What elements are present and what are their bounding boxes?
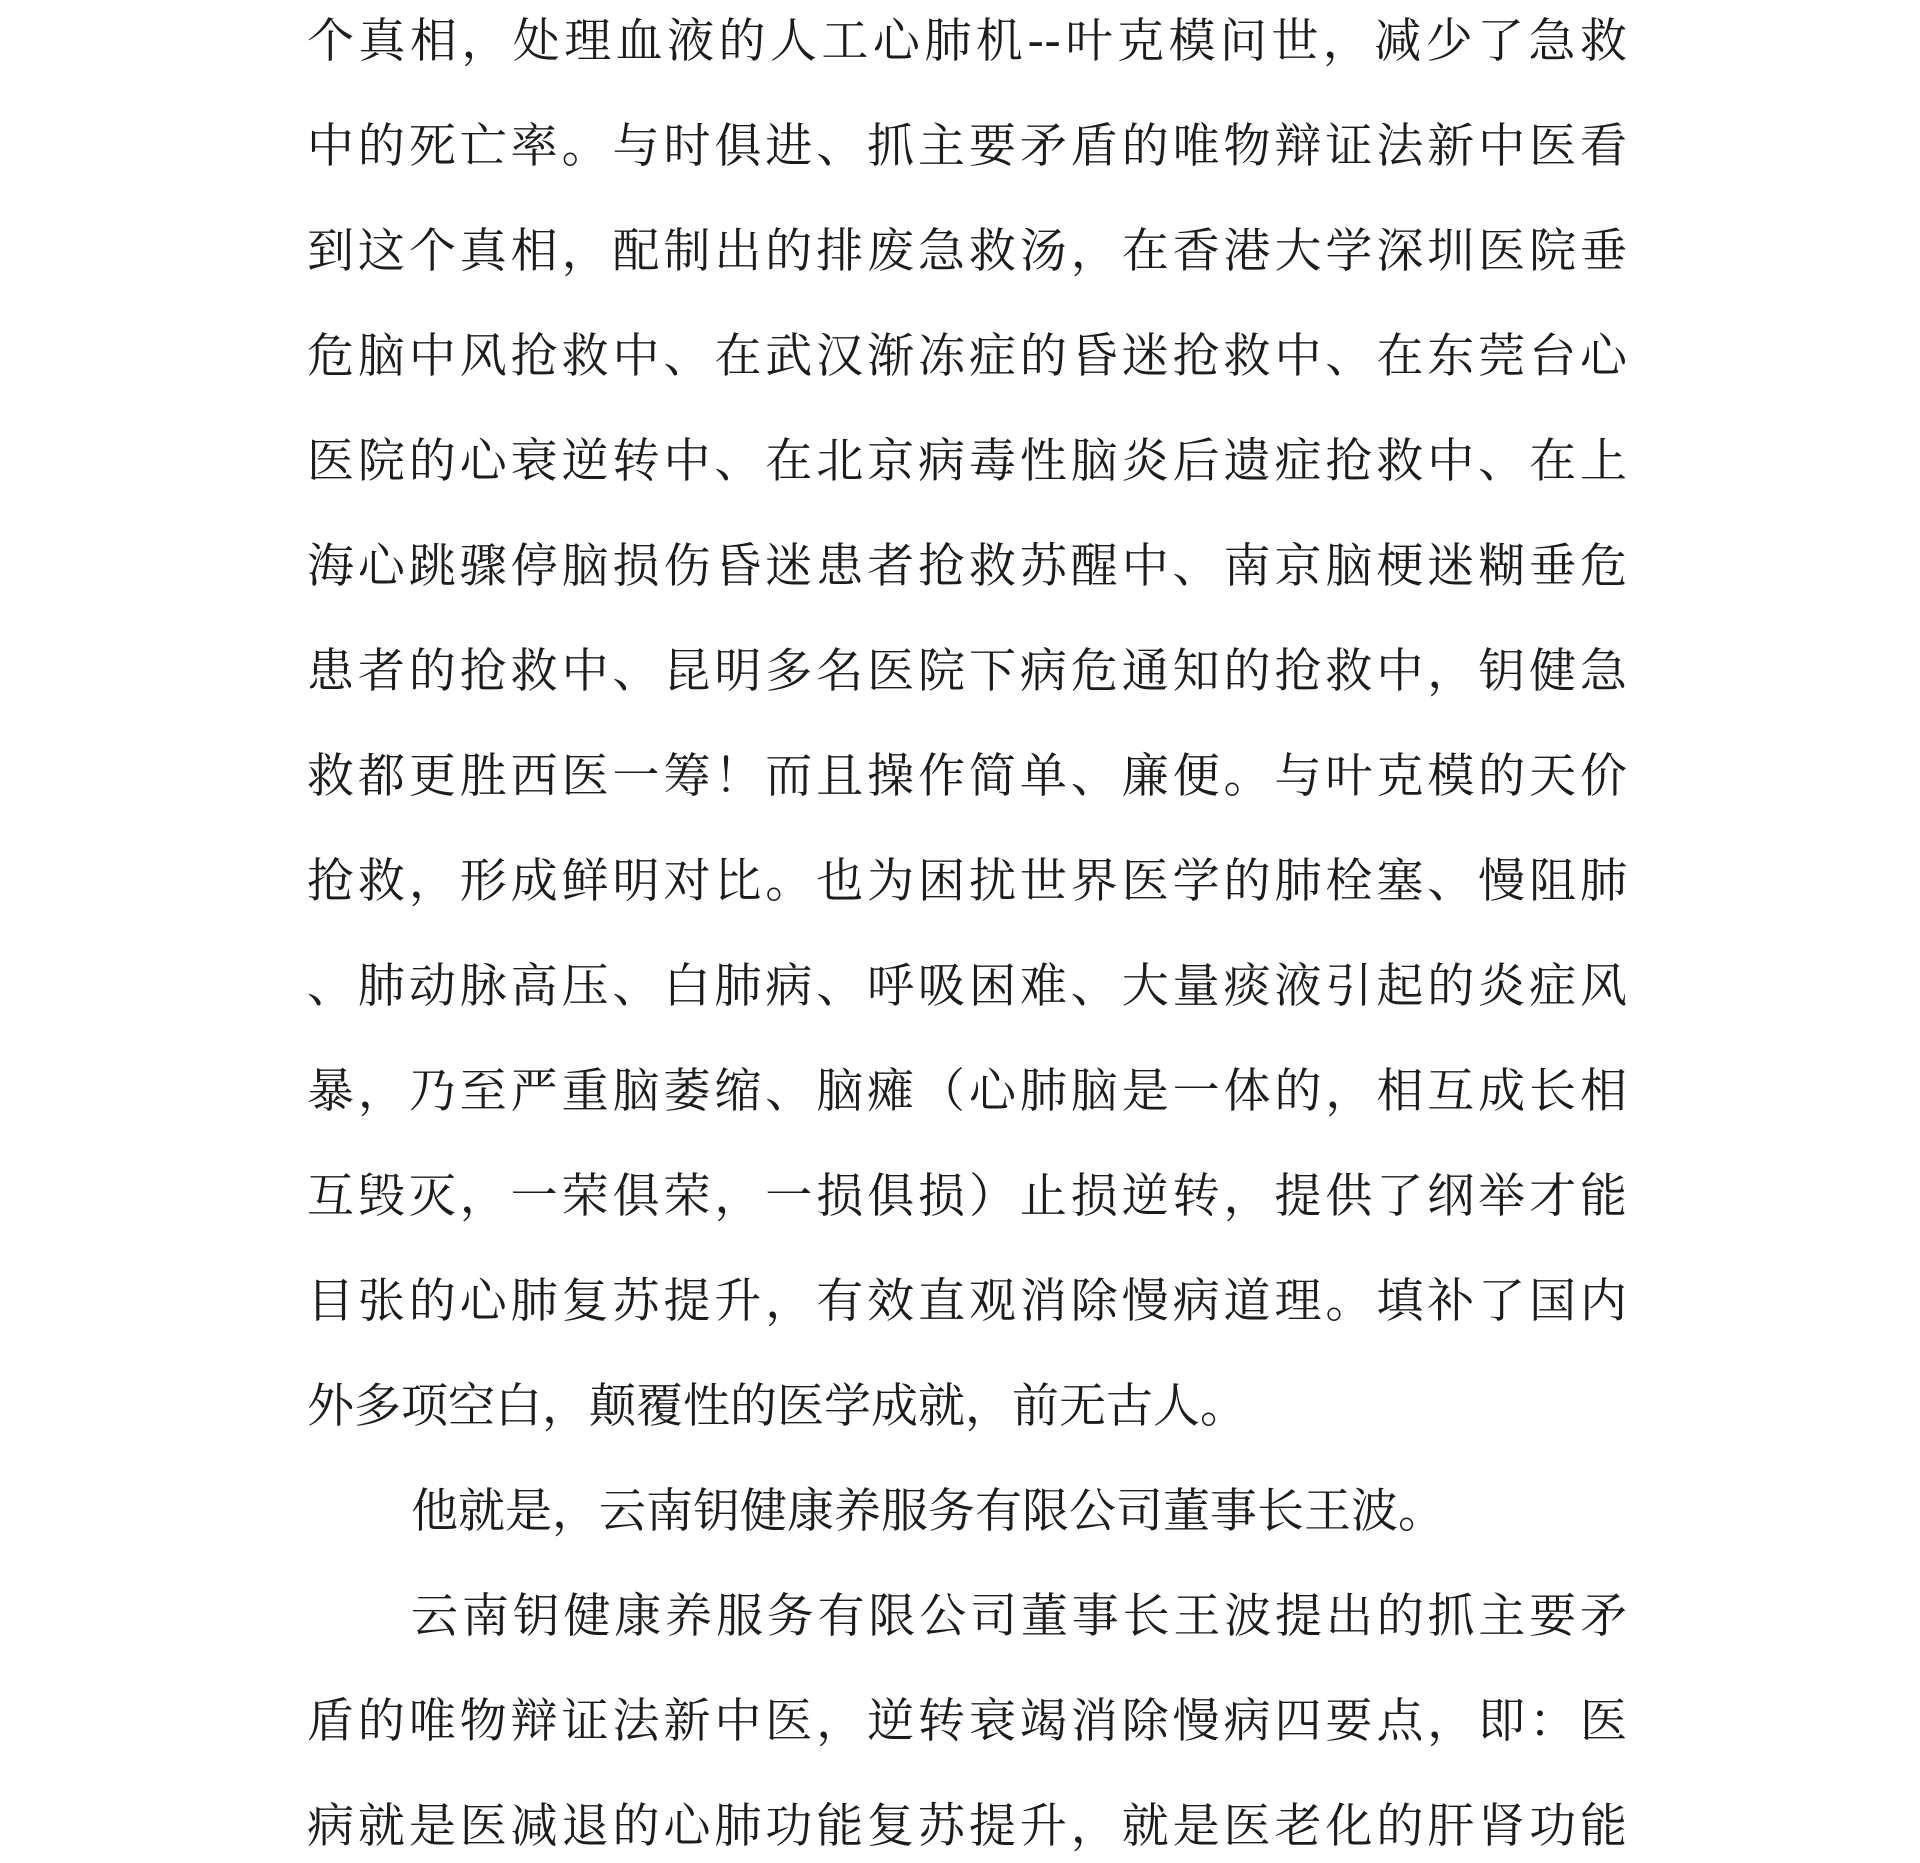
text-line: 医院的心衰逆转中、在北京病毒性脑炎后遗症抢救中、在上	[307, 434, 1627, 489]
text-line: 互毁灭，一荣俱荣，一损俱损）止损逆转，提供了纲举才能	[307, 1169, 1627, 1224]
text-line: 抢救，形成鲜明对比。也为困扰世界医学的肺栓塞、慢阻肺	[307, 854, 1627, 909]
text-line: 救都更胜西医一筹！而且操作简单、廉便。与叶克模的天价	[307, 749, 1627, 804]
text-line: 云南钥健康养服务有限公司董事长王波提出的抓主要矛	[411, 1589, 1627, 1644]
text-line: 个真相，处理血液的人工心肺机--叶克模问世，减少了急救	[307, 14, 1627, 69]
text-line: 中的死亡率。与时俱进、抓主要矛盾的唯物辩证法新中医看	[307, 119, 1627, 174]
text-line: 、肺动脉高压、白肺病、呼吸困难、大量痰液引起的炎症风	[307, 959, 1627, 1014]
text-line: 患者的抢救中、昆明多名医院下病危通知的抢救中，钥健急	[307, 644, 1627, 699]
text-line: 他就是，云南钥健康养服务有限公司董事长王波。	[411, 1484, 1445, 1539]
text-line: 外多项空白，颠覆性的医学成就，前无古人。	[307, 1379, 1247, 1434]
text-line: 海心跳骤停脑损伤昏迷患者抢救苏醒中、南京脑梗迷糊垂危	[307, 539, 1627, 594]
text-line: 病就是医减退的心肺功能复苏提升，就是医老化的肝肾功能	[307, 1799, 1627, 1854]
text-line: 暴，乃至严重脑萎缩、脑瘫（心肺脑是一体的，相互成长相	[307, 1064, 1627, 1119]
text-line: 盾的唯物辩证法新中医，逆转衰竭消除慢病四要点，即：医	[307, 1694, 1627, 1749]
text-line: 危脑中风抢救中、在武汉渐冻症的昏迷抢救中、在东莞台心	[307, 329, 1627, 384]
text-line: 目张的心肺复苏提升，有效直观消除慢病道理。填补了国内	[307, 1274, 1627, 1329]
text-line: 到这个真相，配制出的排废急救汤，在香港大学深圳医院垂	[307, 224, 1627, 279]
